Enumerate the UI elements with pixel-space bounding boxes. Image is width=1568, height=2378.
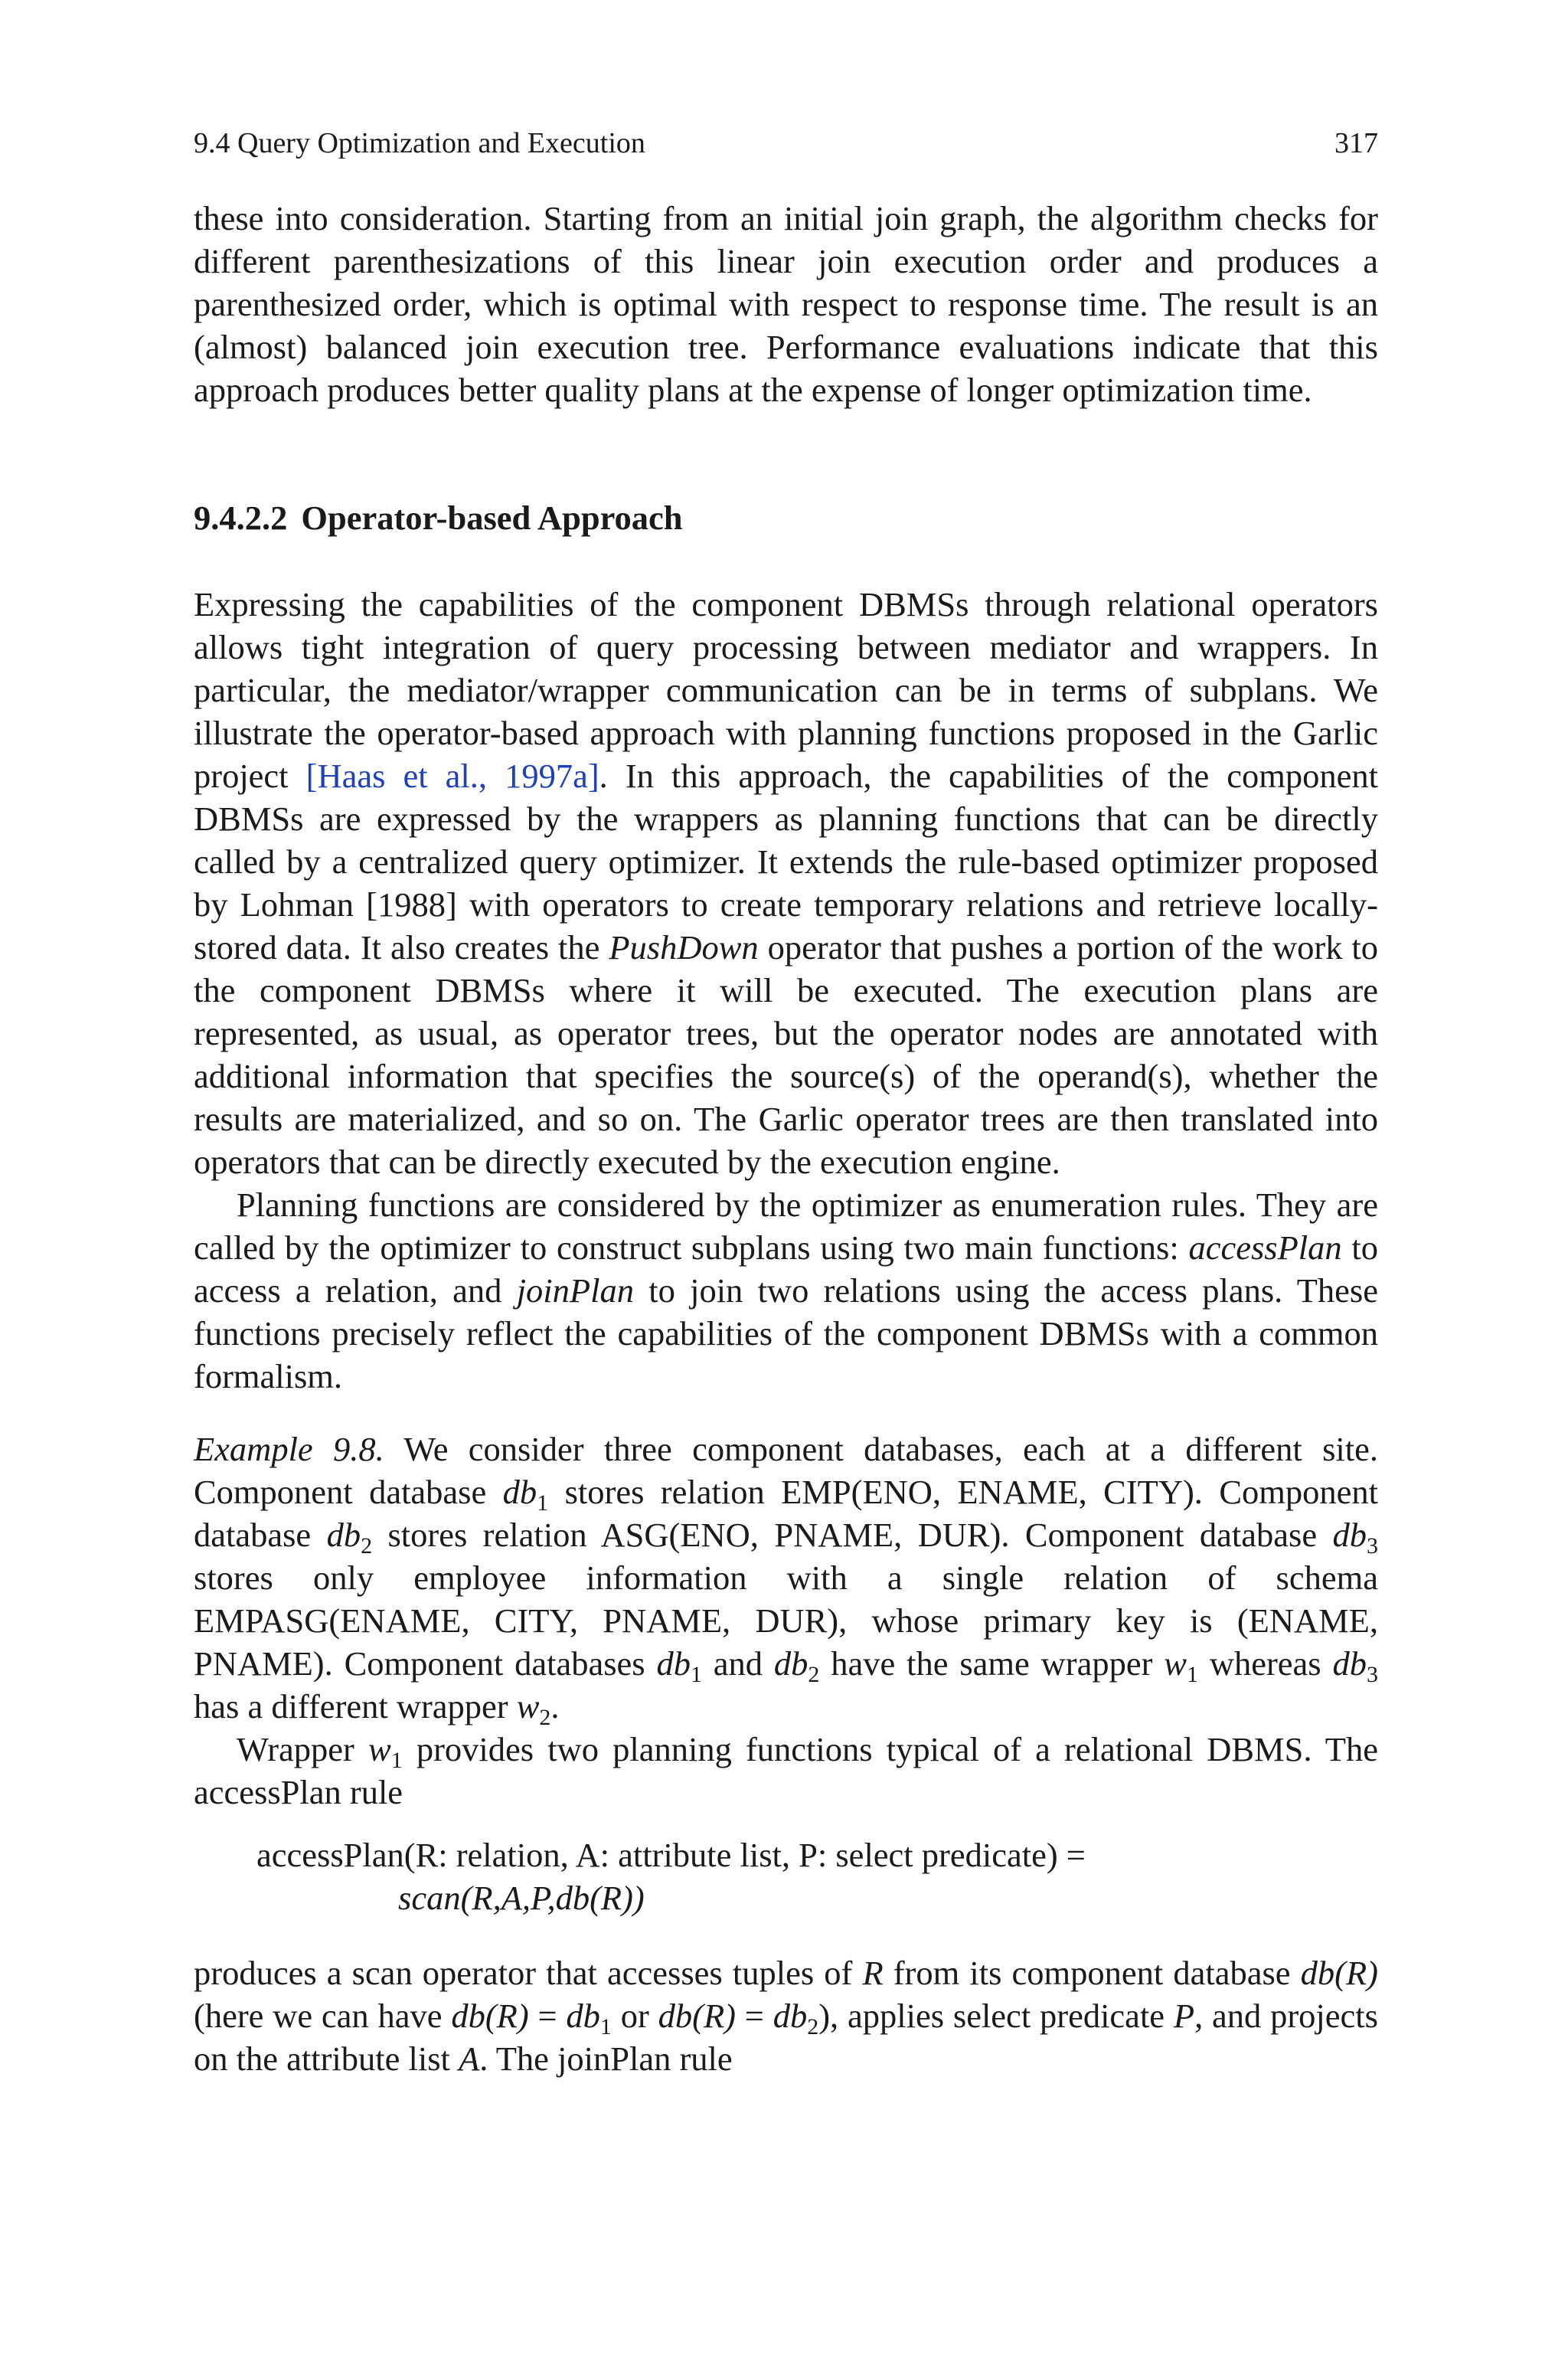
text-span: and (701, 1644, 774, 1683)
text-span: has a different wrapper (194, 1687, 517, 1725)
text-span: from its component database (883, 1954, 1301, 1992)
text-span: Expressing the capabilities of the component DBMSs through relational operators allows tight integration of query processing between mediator and wrappers. In particular, the mediator/wrapper communication can be in terms of subplans. We illustrate the operator-based approach with planning functions proposed in the Garlic project (194, 585, 1378, 795)
term-access-plan: accessPlan (1188, 1228, 1342, 1267)
var-dbr: db(R) (658, 1997, 736, 2035)
var-db: db (656, 1644, 691, 1683)
display-formula (256, 1833, 1086, 1919)
paragraph-operator-approach (194, 583, 1378, 1183)
paragraph-continuation (194, 197, 1378, 411)
text-span: to access a relation, and (194, 1228, 1378, 1310)
var-p: P (1173, 1997, 1195, 2035)
subscript: 2 (807, 2014, 819, 2039)
section-body (194, 583, 1378, 1398)
term-pushdown: PushDown (609, 928, 759, 967)
running-head (194, 126, 1378, 160)
text-span: to join two relations using the access plans. These functions precisely reflect the capabilities of the component DBMSs with a common formalism. (194, 1271, 1378, 1395)
example-block (194, 1428, 1378, 1814)
formula-line-2: scan(R,A,P,db(R)) (398, 1879, 645, 1917)
var-db: db (566, 1997, 600, 2035)
example-label: Example 9.8. (194, 1430, 384, 1468)
text-span: . In this approach, the capabilities of the component DBMSs are expressed by the wrappers as planning functions that can be directly called by a centralized query optimizer. It extends the rule-based optimizer proposed by Lohman [1988] with operators to create temporary relations and retrieve locally-stored data. It also creates the (194, 757, 1378, 967)
var-db: db (1332, 1644, 1367, 1683)
text-span: operator that pushes a portion of the work to the component DBMSs where it will be executed. The execution plans are represented, as usual, as operator trees, but the operator nodes are annotated with additional information that specifies the source(s) of the operand(s), whether the results are materialized, and so on. The Garlic operator trees are then translated into operators that can be directly executed by the execution engine. (194, 928, 1378, 1181)
subscript: 3 (1367, 1533, 1378, 1559)
text-span: ), applies select predicate (818, 1997, 1174, 2035)
var-w: w (368, 1730, 391, 1768)
var-db: db (773, 1644, 808, 1683)
text-span: We consider three component databases, each at a different site. Component database (194, 1430, 1378, 1511)
subscript: 2 (539, 1705, 551, 1730)
subsection-heading (194, 496, 683, 539)
term-join-plan: joinPlan (516, 1271, 634, 1310)
var-db: db (502, 1473, 537, 1511)
subscript: 3 (1366, 1662, 1378, 1687)
text-span: stores relation ASG(ENO, PNAME, DUR). Component database (372, 1516, 1333, 1554)
text-span: , and projects on the attribute list (194, 1997, 1378, 2078)
text-span: . The joinPlan rule (479, 2039, 733, 2078)
paragraph-text (194, 1951, 1378, 2080)
subscript: 1 (690, 1662, 702, 1687)
paragraph-text: these into consideration. Starting from an initial join graph, the algorithm checks for different parenthesizations of this linear join execution order and produces a parenthesized order, which is optimal with respect to response time. The result is an (almost) balanced join execution tree. Performance evaluations indicate that this approach produces better quality plans at the expense of longer optimization time. (194, 199, 1378, 409)
text-span: stores relation EMP(ENO, ENAME, CITY). Component database (194, 1473, 1378, 1554)
paragraph-wrapper (194, 1728, 1378, 1814)
text-span: = (735, 1997, 773, 2035)
var-r: R (862, 1954, 884, 1992)
paragraph-after-formula (194, 1951, 1378, 2080)
text-span: stores only employee information with a single relation of schema EMPASG(ENAME, CITY, PNAME, DUR), whose primary key is (ENAME, PNAME). Component databases (194, 1559, 1378, 1683)
subscript: 2 (361, 1533, 373, 1559)
text-span: . (550, 1687, 560, 1725)
subscript: 1 (537, 1490, 549, 1516)
text-span: or (611, 1997, 658, 2035)
text-span: Wrapper (237, 1730, 368, 1768)
subscript: 1 (1186, 1662, 1198, 1687)
text-span: = (528, 1997, 567, 2035)
subscript: 2 (808, 1662, 820, 1687)
text-span: (here we can have (194, 1997, 452, 2035)
var-db: db (326, 1516, 361, 1554)
paragraph-planning-functions (194, 1183, 1378, 1398)
var-a: A (459, 2039, 480, 2078)
subscript: 1 (599, 2014, 612, 2039)
example-paragraph (194, 1428, 1378, 1728)
subsection-number: 9.4.2.2 (194, 499, 288, 537)
text-span: whereas (1197, 1644, 1333, 1683)
subscript: 1 (390, 1748, 403, 1773)
text-span: provides two planning functions typical of a relational DBMS. The accessPlan rule (194, 1730, 1378, 1811)
running-head-section: 9.4 Query Optimization and Execution (194, 127, 645, 159)
page-number: 317 (1334, 127, 1378, 159)
var-w: w (1164, 1644, 1187, 1683)
var-db: db (1332, 1516, 1367, 1554)
var-dbr: db(R) (451, 1997, 529, 2035)
formula-line-1: accessPlan(R: relation, A: attribute list, P: select predicate) = (256, 1836, 1086, 1874)
citation-link[interactable]: [Haas et al., 1997a] (305, 757, 599, 795)
text-span: have the same wrapper (819, 1644, 1165, 1683)
text-span: Planning functions are considered by the optimizer as enumeration rules. They are called by the optimizer to construct subplans using two main functions: (194, 1186, 1378, 1267)
subsection-title: Operator-based Approach (301, 499, 683, 537)
var-w: w (516, 1687, 540, 1725)
var-db: db (773, 1997, 808, 2035)
var-dbr: db(R) (1300, 1954, 1378, 1992)
text-span: produces a scan operator that accesses tuples of (194, 1954, 863, 1992)
